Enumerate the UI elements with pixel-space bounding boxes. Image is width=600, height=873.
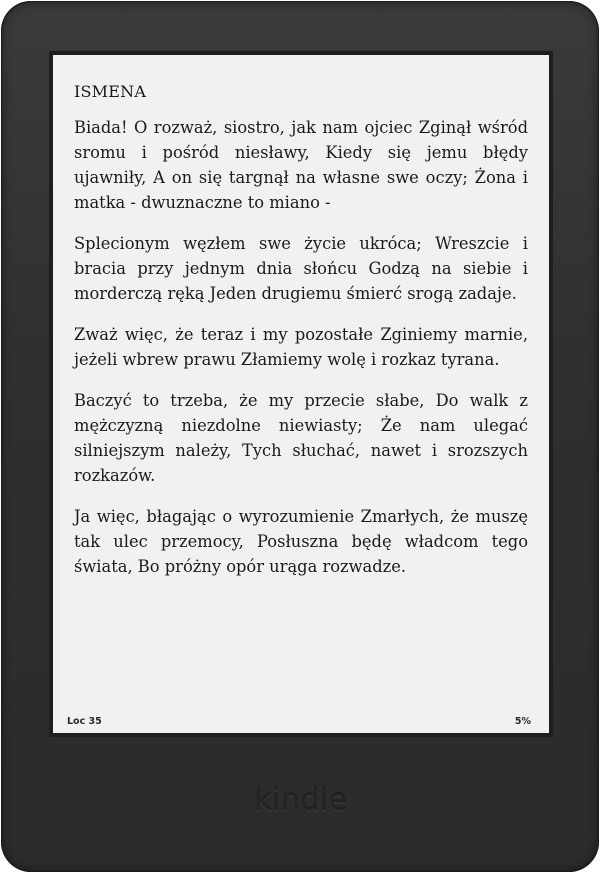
paragraph-1: Biada! O rozważ, siostro, jak nam ojciec Zginął wśród sromu i pośród niesławy, Kiedy się jemu błędy ujawniły, A on się targnął na własne swe oczy; Żona i matka - dwuznaczne to miano - (74, 118, 528, 212)
reading-screen[interactable] (53, 55, 549, 733)
kindle-device-frame (1, 1, 599, 872)
location-indicator[interactable]: Loc 35 (67, 716, 102, 727)
paragraph-5: Ja więc, błagając o wyrozumienie Zmarłych, że muszę tak ulec przemocy, Posłuszna będę władcom tego świata, Bo próżny opór urąga rozwadze. (74, 507, 528, 576)
speaker-heading: ISMENA (74, 82, 147, 101)
page-text (74, 79, 528, 595)
kindle-logo: kindle (254, 783, 348, 818)
paragraph-2: Splecionym węzłem swe życie ukróca; Wreszcie i bracia przy jednym dnia słońcu Godzą na siebie i morderczą ręką Jeden drugiemu śmierć srogą zadaje. (74, 234, 528, 303)
paragraph-3: Zważ więc, że teraz i my pozostałe Zginiemy marnie, jeżeli wbrew prawu Złamiemy wolę i rozkaz tyrana. (74, 325, 528, 369)
paragraph-4: Baczyć to trzeba, że my przecie słabe, Do walk z mężczyzną niezdolne niewiasty; Że nam ulegać silniejszym należy, Tych słuchać, nawet i srozszych rozkazów. (74, 391, 528, 485)
reading-progress[interactable]: 5% (514, 716, 531, 727)
